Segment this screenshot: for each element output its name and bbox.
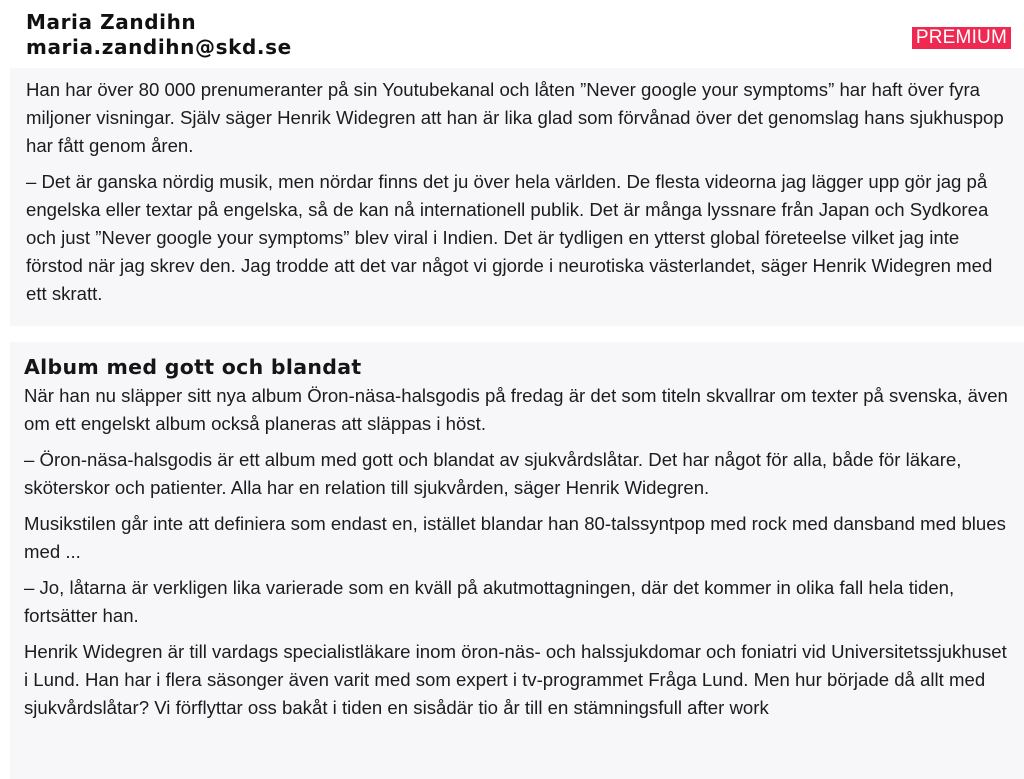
article-paragraph: – Öron-näsa-halsgodis är ett album med gott och blandat av sjukvårdslåtar. Det har något för alla, både för läkare, sköterskor och patienter. Alla har en relation till sjukvården, säger Henrik Widegren. [24,449,962,498]
article-paragraph: När han nu släpper sitt nya album Öron-näsa-halsgodis på fredag är det som titeln skvallrar om texter på svenska, även om ett engelskt album också planeras att släppas i höst. [24,385,1008,434]
article-paragraph: Musikstilen går inte att definiera som endast en, istället blandar han 80-talssyntpop med rock med dansband med blues med ... [24,513,1006,562]
article-paragraph: Henrik Widegren är till vardags specialistläkare inom öron-näs- och halssjukdomar och foniatri vid Universitetssjukhuset i Lund. Han har i flera säsonger även varit med som expert i tv-programmet Fråga Lund. Men hur började då allt med sjukvårdslåtar? Vi förflyttar oss bakåt i tiden en sisådär tio år till en stämningsfull after work [24,641,1007,718]
article-paragraph: – Jo, låtarna är verkligen lika varierade som en kväll på akutmottagningen, där det kommer in olika fall hela tiden, fortsätter han. [24,577,955,626]
article-intro-section [10,68,1024,326]
section-heading: Album med gott och blandat [24,355,362,379]
author-name: Maria Zandihn [26,10,197,34]
article-paragraph: Han har över 80 000 prenumeranter på sin Youtubekanal och låten ”Never google your symptoms” har haft över fyra miljoner visningar. Själv säger Henrik Widegren att han är lika glad som förvånad över det genomslag hans sjukhuspop har fått genom åren. [26,79,1004,156]
article-paragraph: – Det är ganska nördig musik, men nördar finns det ju över hela världen. De flesta videorna jag lägger upp gör jag på engelska eller textar på engelska, så de kan nå internationell publik. Det är många lyssnare från Japan och Sydkorea och just ”Never google your symptoms” blev viral i Indien. Det är tydligen en ytterst global företeelse vilket jag inte förstod när jag skrev den. Jag trodde att det var något vi gjorde i neurotiska västerlandet, säger Henrik Widegren med ett skratt. [26,171,993,304]
article-album-section [10,342,1024,779]
premium-badge: PREMIUM [912,27,1011,49]
author-email[interactable]: maria.zandihn@skd.se [26,35,292,59]
author-byline [26,10,292,60]
